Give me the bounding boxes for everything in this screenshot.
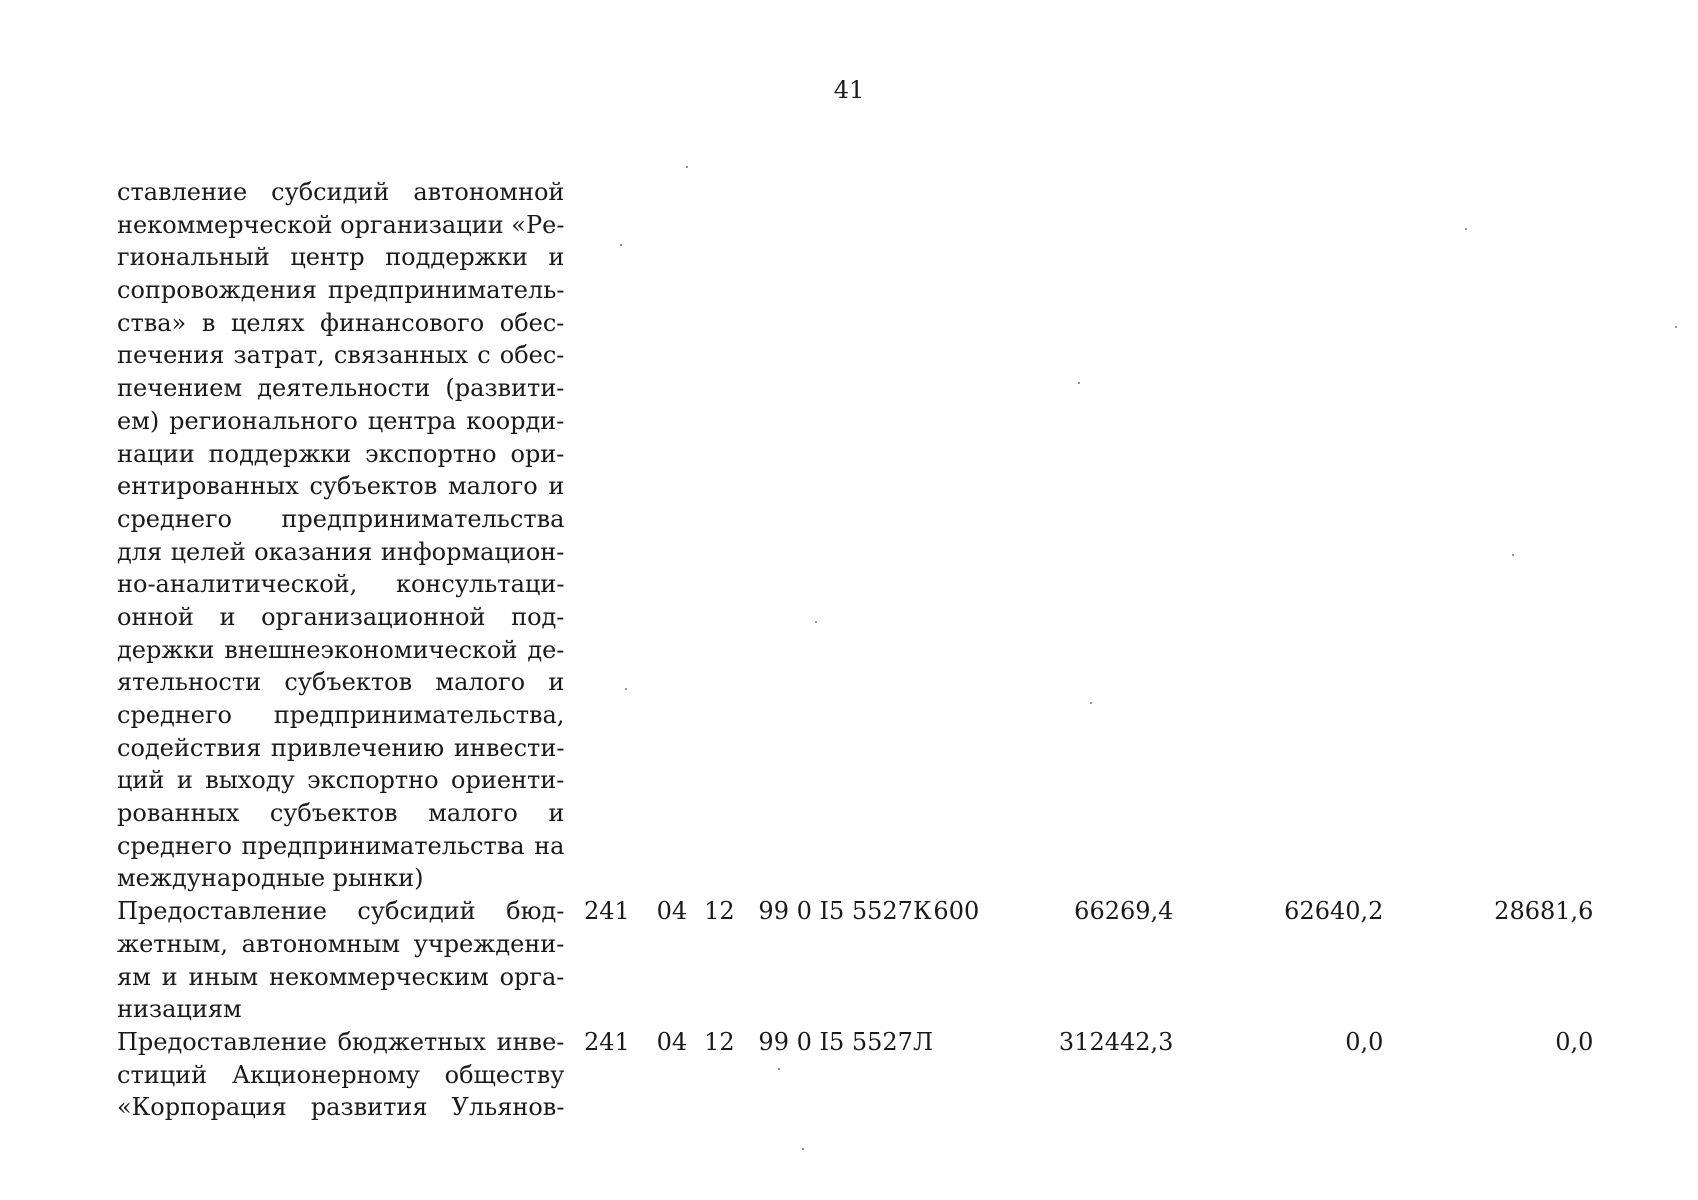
target-article-code: 99 0 I5 5527К (758, 897, 932, 926)
description-line: Предоставление бюджетных инве- (117, 1027, 565, 1056)
section-code: 04 (656, 897, 688, 926)
table-row (117, 895, 1593, 1026)
description-line: рованных субъектов малого и (117, 799, 565, 828)
scan-speck (815, 621, 817, 623)
subsection-code: 12 (704, 897, 735, 926)
description-line: ставление субсидий автономной (117, 178, 565, 206)
description-line: низациям (117, 995, 242, 1024)
description-line: среднего предпринимательства на (117, 831, 565, 860)
section-code (649, 176, 694, 895)
description-line: держки внешнеэкономической де- (117, 635, 565, 664)
description-line: международные рынки) (117, 864, 424, 893)
admin-code (564, 176, 649, 895)
amount-year-3 (1383, 176, 1593, 895)
description-line: ем) регионального центра коорди- (117, 406, 565, 435)
description-line: онной и организационной под- (117, 602, 565, 631)
scan-speck (1512, 554, 1514, 556)
description-line: гиональный центр поддержки и (117, 243, 565, 272)
scan-speck (1465, 228, 1467, 230)
row-description (117, 176, 564, 895)
description-line: жетным, автономным учреждени- (117, 929, 565, 958)
description-line: Предоставление субсидий бюд- (117, 897, 565, 926)
amount-year-1: 312442,3 (1058, 1027, 1174, 1056)
description-line: стиций Акционерному обществу (117, 1060, 565, 1089)
description-line: некоммерческой организации «Ре- (117, 210, 565, 239)
description-line: ям и иным некоммерческим орга- (117, 962, 565, 991)
target-article-code (744, 176, 933, 895)
scan-speck (778, 1068, 780, 1070)
description-line: ства» в целях финансового обес- (117, 308, 565, 337)
row-description (117, 895, 564, 1026)
admin-code: 241 (584, 1027, 630, 1056)
description-line: ций и выходу экспортно ориенти- (117, 766, 565, 795)
table-row (117, 176, 1593, 895)
scan-speck (1675, 326, 1677, 328)
amount-year-3: 0,0 (1555, 1027, 1594, 1056)
expense-type-code (933, 176, 988, 895)
amount-year-2: 62640,2 (1284, 897, 1384, 926)
description-line: ятельности субъектов малого и (117, 668, 565, 697)
scan-speck (802, 1148, 804, 1150)
amount-year-3: 28681,6 (1494, 897, 1594, 926)
table-row (117, 1026, 1593, 1124)
description-line: сопровождения предприниматель- (117, 276, 565, 305)
budget-table (117, 176, 1593, 1124)
section-code: 04 (656, 1027, 688, 1056)
scan-speck (625, 688, 627, 690)
expense-type-code (933, 1026, 988, 1124)
description-line: печением деятельности (развити- (117, 374, 565, 403)
description-line: печения затрат, связанных с обес- (117, 341, 565, 370)
description-line: содействия привлечению инвести- (117, 733, 565, 762)
description-line: ентированных субъектов малого и (117, 472, 565, 501)
amount-year-1: 66269,4 (1074, 897, 1174, 926)
subsection-code: 12 (704, 1027, 735, 1056)
amount-year-2 (1173, 176, 1383, 895)
expense-type-code: 600 (933, 897, 980, 926)
row-description (117, 1026, 564, 1124)
description-line: нации поддержки экспортно ори- (117, 439, 565, 468)
amount-year-2: 0,0 (1345, 1027, 1384, 1056)
scan-speck (620, 244, 622, 246)
scan-speck (1090, 702, 1092, 704)
scan-speck (686, 166, 688, 168)
scan-speck (1078, 382, 1080, 384)
subsection-code (694, 176, 744, 895)
description-line: «Корпорация развития Ульянов- (117, 1093, 565, 1122)
description-line: среднего предпринимательства (117, 504, 565, 533)
target-article-code: 99 0 I5 5527Л (758, 1027, 933, 1056)
page-number: 41 (833, 76, 865, 104)
description-line: но-аналитической, консультаци- (117, 570, 565, 599)
admin-code: 241 (584, 897, 630, 926)
description-line: для целей оказания информацион- (117, 537, 565, 566)
amount-year-1 (988, 176, 1173, 895)
description-line: среднего предпринимательства, (117, 701, 565, 729)
